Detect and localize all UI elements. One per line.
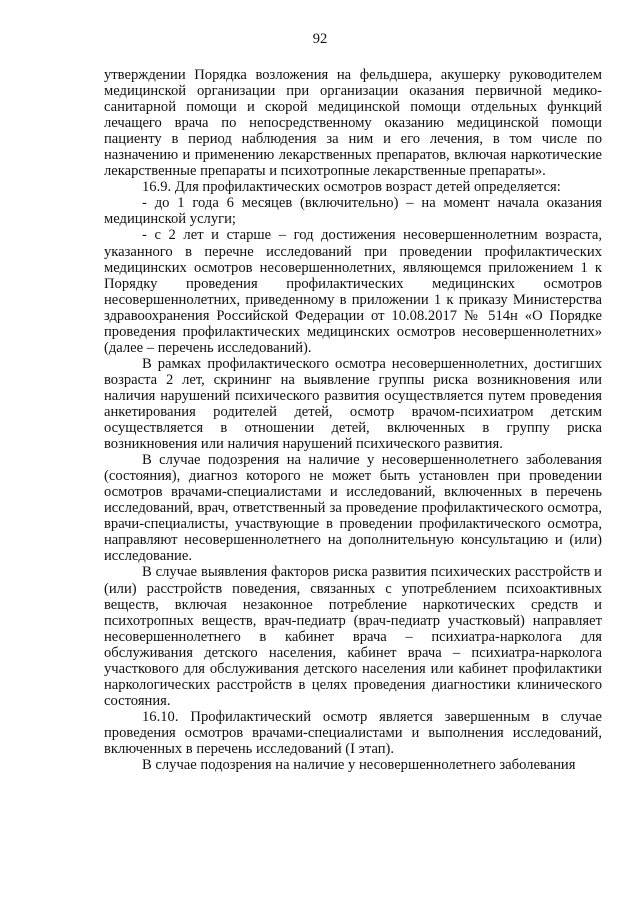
document-body [104, 67, 602, 773]
paragraph-order-approval-continuation: утверждении Порядка возложения на фельдшера, акушерку руководителем медицинской организации при организации оказания первичной медико-санитарной помощи и скорой медицинской помощи отдельных функций лечащего врача по непосредственному оказанию медицинской помощи пациенту в период наблюдения за ним и его лечения, в том числе по назначению и применению лекарственных препаратов, включая наркотические лекарственные препараты и психотропные лекарственные препараты». [104, 67, 602, 180]
page-number: 92 [312, 31, 328, 47]
paragraph-age-under-18-months: - до 1 года 6 месяцев (включительно) – на момент начала оказания медицинской услуги; [104, 195, 602, 228]
paragraph-additional-consultation: В случае подозрения на наличие у несовершеннолетнего заболевания (состояния), диагноз которого не может быть установлен при проведении осмотров врачами-специалистами и исследований, включенных в перечень исследований, врач, ответственный за проведение профилактического осмотра, врачи-специалисты, участвующие в проведении профилактического осмотра, направляют несовершеннолетнего на дополнительную консультацию и (или) исследование. [104, 452, 602, 565]
paragraph-16-9-heading: 16.9. Для профилактических осмотров возраст детей определяется: [142, 179, 561, 196]
paragraph-age-2-years-and-older: - с 2 лет и старше – год достижения несовершеннолетним возраста, указанного в перечне исследований при проведении профилактических медицинских осмотров несовершеннолетних, являющемся приложением 1 к Порядку проведения профилактических медицинских осмотров несовершеннолетних, приведенному в приложении 1 к приказу Министерства здравоохранения Российской Федерации от 10.08.2017 № 514н «О Порядке проведения профилактических медицинских осмотров несовершеннолетних» (далее – перечень исследований). [104, 227, 602, 356]
paragraph-psychoactive-risk-factors: В случае выявления факторов риска развития психических расстройств и (или) расстройств поведения, связанных с употреблением психоактивных веществ, включая незаконное потребление наркотических средств и психотропных веществ, врач-педиатр (врач-педиатр участковый) направляет несовершеннолетнего в кабинет врача – психиатра-нарколога для обслуживания детского населения, кабинет врача – психиатра-нарколога участкового для обслуживания детского населения или кабинет профилактики наркологических расстройств в целях проведения диагностики клинического состояния. [104, 564, 602, 709]
paragraph-mental-development-screening: В рамках профилактического осмотра несовершеннолетних, достигших возраста 2 лет, скрининг на выявление группы риска возникновения или наличия нарушений психического развития осуществляется путем проведения анкетирования родителей детей, осмотр врачом-психиатром детским осуществляется в отношении детей, включенных в группу риска возникновения или наличия нарушений психического развития. [104, 355, 602, 453]
paragraph-16-10-completion: 16.10. Профилактический осмотр является завершенным в случае проведения осмотров врачами-специалистами и выполнения исследований, включенных в перечень исследований (I этап). [104, 708, 602, 757]
paragraph-suspicion-continued: В случае подозрения на наличие у несовершеннолетнего заболевания [142, 757, 576, 774]
